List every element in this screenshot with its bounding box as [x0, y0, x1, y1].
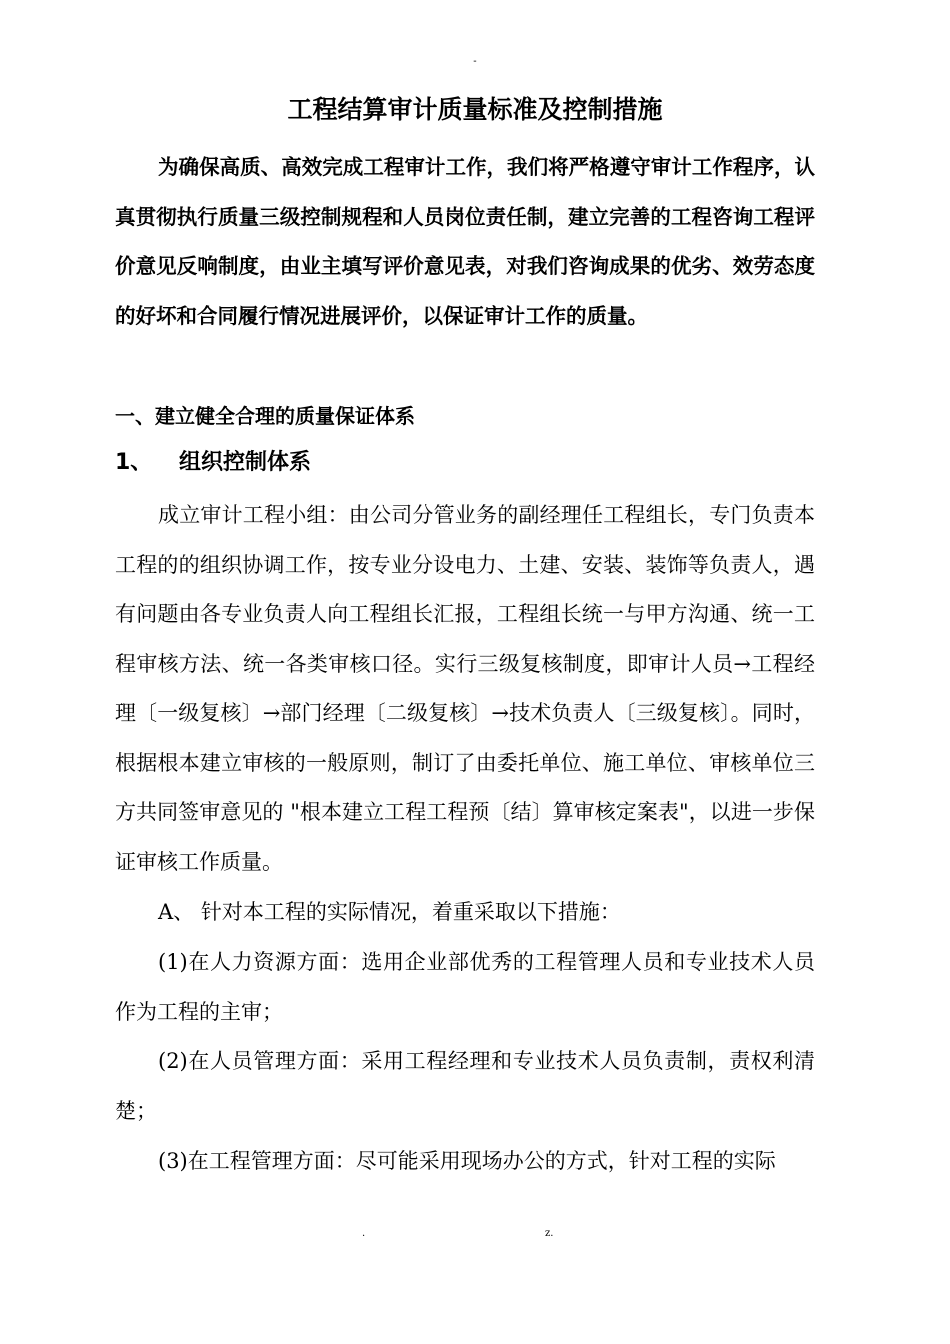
section-heading-1: 一、建立健全合理的质量保证体系 [115, 404, 415, 428]
subsection-title: 组织控制体系 [179, 450, 312, 475]
footer-left-mark: . [362, 1228, 366, 1239]
measure-item-2: (2)在人员管理方面：采用工程经理和专业技术人员负责制，责权利清楚； [115, 1049, 815, 1123]
intro-paragraph: 为确保高质、高效完成工程审计工作，我们将严格遵守审计工作程序，认真贯彻执行质量三级控制规程和人员岗位责任制，建立完善的工程咨询工程评价意见反响制度，由业主填写评价意见表，对我们咨询成果的优劣、效劳态度的好坏和合同履行情况进展评价，以保证审计工作的质量。 [115, 155, 815, 328]
measure-item-1: (1)在人力资源方面：选用企业部优秀的工程管理人员和专业技术人员作为工程的主审； [115, 950, 815, 1024]
organization-paragraph: 成立审计工程小组：由公司分管业务的副经理任工程组长，专门负责本工程的的组织协调工作，按专业分设电力、土建、安装、装饰等负责人，遇有问题由各专业负责人向工程组长汇报，工程组长统一与甲方沟通、统一工程审核方法、统一各类审核口径。实行三级复核制度，即审计人员→工程经理〔一级复核〕→部门经理〔二级复核〕→技术负责人〔三级复核〕。同时，根据根本建立审核的一般原则，制订了由委托单位、施工单位、审核单位三方共同签审意见的 "根本建立工程工程预〔结〕算审核定案表"，以进一步保证审核工作质量。 [115, 503, 815, 874]
subsection-number: 1、 [115, 450, 153, 475]
subsection-heading [115, 443, 311, 483]
document-title: 工程结算审计质量标准及控制措施 [287, 95, 663, 124]
measures-intro: A、 针对本工程的实际情况，着重采取以下措施： [158, 900, 621, 924]
header-mark: - [473, 56, 477, 67]
footer-right-mark: z. [545, 1228, 554, 1239]
measure-item-3: (3)在工程管理方面：尽可能采用现场办公的方式，针对工程的实际 [158, 1149, 776, 1173]
